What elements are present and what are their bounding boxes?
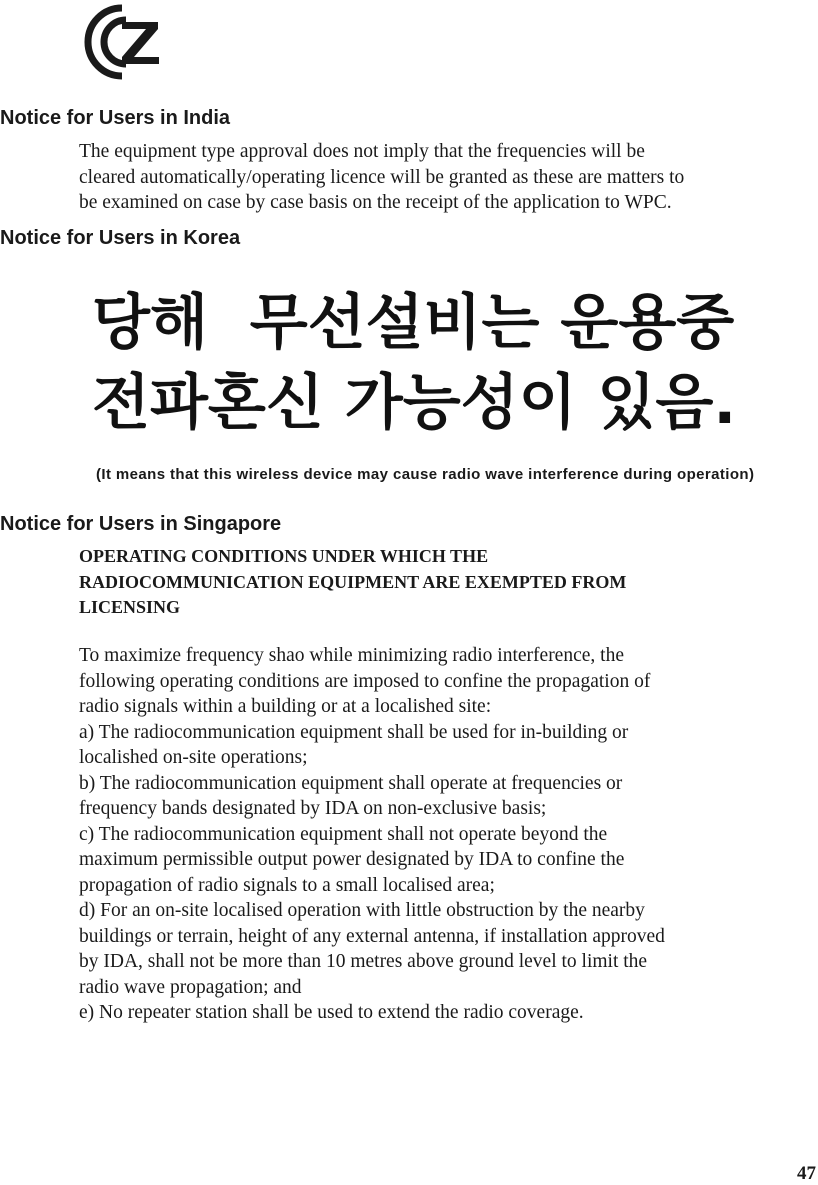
text-line: localished on-site operations; — [79, 747, 308, 768]
text-line: buildings or terrain, height of any external antenna, if installation approved — [79, 925, 665, 947]
text-line: following operating conditions are imposed to confine the propagation of — [79, 670, 651, 692]
title-line: LICENSING — [79, 597, 181, 617]
korean-warning-line: 전파혼신 가능성이 있음. — [92, 368, 737, 438]
text-line: by IDA, shall not be more than 10 metres above ground level to limit the — [79, 951, 648, 972]
title-line: OPERATING CONDITIONS UNDER WHICH THE — [79, 546, 489, 566]
text-line: propagation of radio signals to a small localised area; — [79, 874, 495, 896]
text-line: d) For an on-site localised operation with little obstruction by the nearby — [79, 900, 645, 921]
text-line: radio wave propagation; and — [79, 976, 302, 998]
text-line: cleared automatically/operating licence will be granted as these are matters to — [79, 166, 685, 188]
text-line: a) The radiocommunication equipment shall be used for in-building or — [79, 721, 629, 743]
india-notice-text — [79, 139, 817, 216]
india-heading: Notice for Users in India — [0, 107, 231, 129]
text-line: The equipment type approval does not imply that the frequencies will be — [79, 141, 645, 162]
text-line: be examined on case by case basis on the receipt of the application to WPC. — [79, 192, 672, 213]
ccz-logo-icon — [82, 2, 164, 82]
korean-warning-line: 당해 무선설비는 운용중 — [92, 288, 735, 358]
text-line: e) No repeater station shall be used to extend the radio coverage. — [79, 1002, 584, 1023]
page-number: 47 — [797, 1163, 816, 1184]
text-line: frequency bands designated by IDA on non-exclusive basis; — [79, 798, 547, 819]
text-line: b) The radiocommunication equipment shall operate at frequencies or — [79, 772, 623, 794]
singapore-heading: Notice for Users in Singapore — [0, 513, 282, 535]
korea-heading: Notice for Users in Korea — [0, 227, 241, 249]
korean-warning-translation: (It means that this wireless device may cause radio wave interference during operation) — [96, 466, 755, 483]
text-line: radio signals within a building or at a localished site: — [79, 696, 492, 717]
text-line: To maximize frequency shao while minimizing radio interference, the — [79, 645, 624, 666]
text-line: c) The radiocommunication equipment shall not operate beyond the — [79, 823, 608, 845]
singapore-notice-text — [79, 643, 817, 1026]
singapore-title — [79, 544, 626, 621]
korean-warning — [92, 283, 812, 443]
title-line: RADIOCOMMUNICATION EQUIPMENT ARE EXEMPTED FROM — [79, 571, 627, 592]
text-line: maximum permissible output power designated by IDA to confine the — [79, 849, 625, 870]
